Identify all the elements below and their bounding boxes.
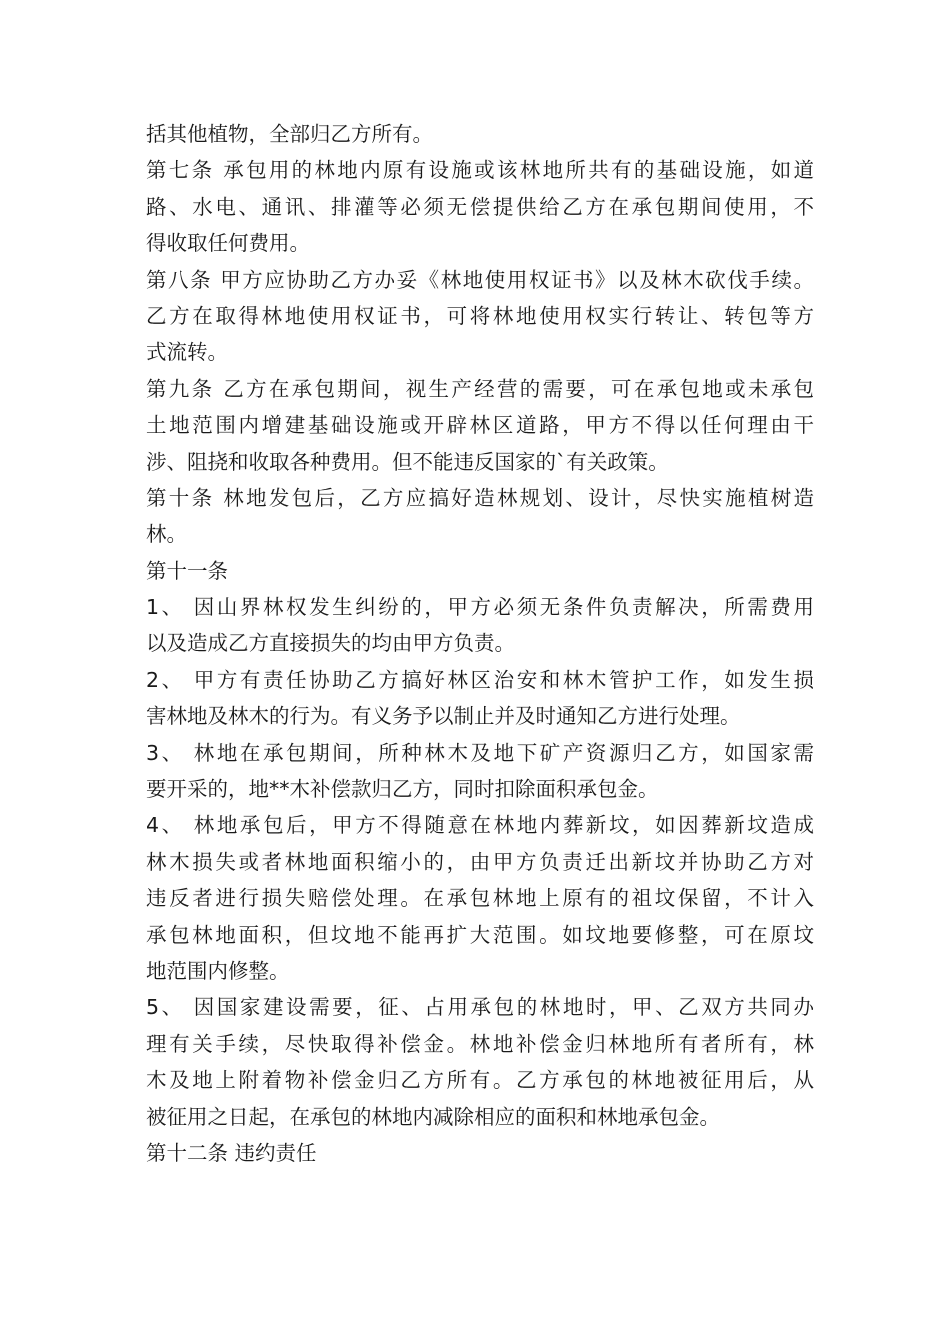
text-line: 5、 因国家建设需要，征、占用承包的林地时，甲、乙双方共同办 xyxy=(146,995,814,1020)
text-line: 4、 林地承包后，甲方不得随意在林地内葬新坟，如因葬新坟造成 xyxy=(146,813,814,838)
text-line: 土地范围内增建基础设施或开辟林区道路，甲方不得以任何理由干 xyxy=(146,413,814,438)
text-line: 林木损失或者林地面积缩小的，由甲方负责迁出新坟并协助乙方对 xyxy=(146,849,814,874)
document-body xyxy=(146,116,814,1171)
text-line: 害林地及林木的行为。有义务予以制止并及时通知乙方进行处理。 xyxy=(146,704,741,729)
text-line: 被征用之日起，在承包的林地内减除相应的面积和林地承包金。 xyxy=(146,1104,720,1129)
text-line: 木及地上附着物补偿金归乙方所有。乙方承包的林地被征用后，从 xyxy=(146,1068,814,1093)
text-line: 第八条 甲方应协助乙方办妥《林地使用权证书》以及林木砍伐手续。 xyxy=(146,267,814,292)
text-line: 路、水电、通讯、排灌等必须无偿提供给乙方在承包期间使用，不 xyxy=(146,194,814,219)
text-line: 以及造成乙方直接损失的均由甲方负责。 xyxy=(146,631,515,656)
text-line: 地范围内修整。 xyxy=(146,958,290,983)
text-line: 要开采的，地**木补偿款归乙方，同时扣除面积承包金。 xyxy=(146,777,659,802)
text-line: 承包林地面积，但坟地不能再扩大范围。如坟地要修整，可在原坟 xyxy=(146,922,814,947)
text-line: 乙方在取得林地使用权证书，可将林地使用权实行转让、转包等方 xyxy=(146,303,814,328)
text-line: 第十条 林地发包后，乙方应搞好造林规划、设计，尽快实施植树造 xyxy=(146,485,814,510)
text-line: 涉、阻挠和收取各种费用。但不能违反国家的`有关政策。 xyxy=(146,449,669,474)
text-line: 得收取任何费用。 xyxy=(146,231,310,256)
text-line: 3、 林地在承包期间，所种林木及地下矿产资源归乙方，如国家需 xyxy=(146,740,814,765)
text-line: 1、 因山界林权发生纠纷的，甲方必须无条件负责解决，所需费用 xyxy=(146,595,814,620)
text-line: 理有关手续，尽快取得补偿金。林地补偿金归林地所有者所有，林 xyxy=(146,1031,814,1056)
text-line: 违反者进行损失赔偿处理。在承包林地上原有的祖坟保留，不计入 xyxy=(146,886,814,911)
section-heading: 第十二条 违约责任 xyxy=(146,1140,317,1165)
text-line: 林。 xyxy=(146,522,187,547)
text-line: 式流转。 xyxy=(146,340,228,365)
text-line: 第九条 乙方在承包期间，视生产经营的需要，可在承包地或未承包 xyxy=(146,376,814,401)
text-line: 2、 甲方有责任协助乙方搞好林区治安和林木管护工作，如发生损 xyxy=(146,667,814,692)
section-heading: 第十一条 xyxy=(146,558,228,583)
text-line: 第七条 承包用的林地内原有设施或该林地所共有的基础设施，如道 xyxy=(146,158,814,183)
text-line: 括其他植物，全部归乙方所有。 xyxy=(146,122,433,146)
